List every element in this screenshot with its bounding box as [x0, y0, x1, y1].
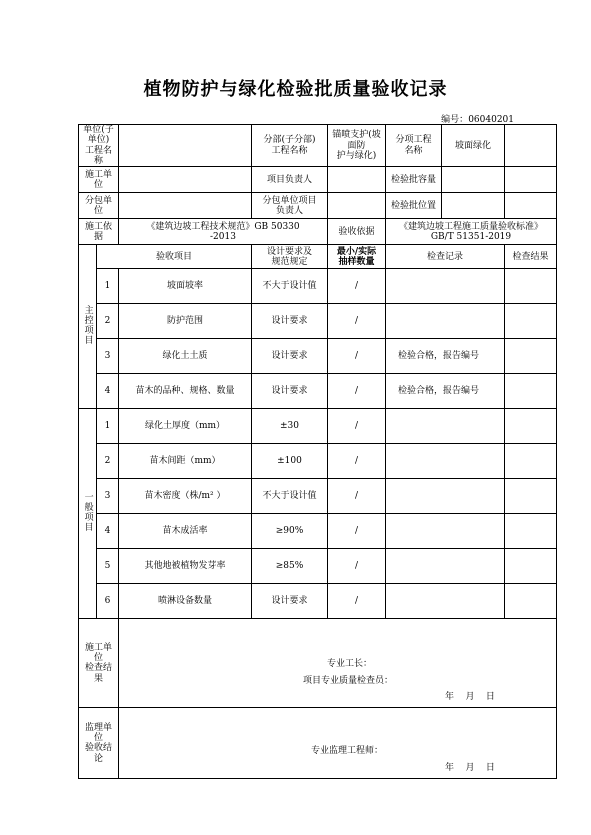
item-sampling[interactable]: / [328, 584, 386, 619]
contractor-check-label: 施工单位 检查结果 [79, 619, 119, 708]
foreman-label: 专业工长： [327, 659, 373, 670]
item-sampling[interactable]: / [328, 304, 386, 339]
item-sampling[interactable]: / [328, 549, 386, 584]
table-row [79, 269, 557, 304]
table-row [79, 514, 557, 549]
item-record[interactable] [386, 479, 505, 514]
acceptance-basis-value: 《建筑边坡工程施工质量验收标准》 GB/T 51351-2019 [386, 219, 557, 245]
general-group-label-cell [79, 409, 97, 619]
item-requirement: 不大于设计值 [252, 269, 328, 304]
item-result[interactable] [505, 269, 557, 304]
item-name: 绿化土土质 [119, 339, 252, 374]
item-sampling[interactable]: / [328, 514, 386, 549]
project-lead-label: 项目负责人 [252, 167, 328, 193]
general-group-label: 一般项目 [82, 492, 93, 533]
row-number: 4 [97, 374, 119, 409]
item-result[interactable] [505, 479, 557, 514]
supervisor-date: 年 月 日 [445, 763, 495, 774]
batch-capacity-ext [505, 167, 557, 193]
row-number: 6 [97, 584, 119, 619]
row-number: 3 [97, 339, 119, 374]
batch-capacity-cell [386, 167, 505, 193]
item-record[interactable] [386, 514, 505, 549]
item-requirement: ±100 [252, 444, 328, 479]
table-row [79, 479, 557, 514]
item-result[interactable] [505, 339, 557, 374]
item-sampling[interactable]: / [328, 479, 386, 514]
subitem-label: 分项工程 名称 [386, 125, 442, 166]
col-requirement-header: 设计要求及 规范规定 [252, 245, 328, 269]
batch-location-label: 检验批位置 [386, 193, 442, 218]
row-number: 5 [97, 549, 119, 584]
table-row [79, 549, 557, 584]
table-row [79, 444, 557, 479]
form-code-label: 编号： [441, 115, 469, 125]
inspection-record-table [78, 124, 557, 779]
batch-capacity-field[interactable] [442, 167, 504, 192]
item-result[interactable] [505, 514, 557, 549]
sub-lead-field[interactable] [328, 193, 386, 219]
item-result[interactable] [505, 444, 557, 479]
batch-location-field[interactable] [442, 193, 504, 218]
item-name: 苗木密度（株/m² ） [119, 479, 252, 514]
item-result[interactable] [505, 374, 557, 409]
item-name: 绿化土厚度（mm） [119, 409, 252, 444]
batch-location-ext [505, 193, 557, 219]
item-requirement: 设计要求 [252, 339, 328, 374]
item-sampling[interactable]: / [328, 339, 386, 374]
item-result[interactable] [505, 304, 557, 339]
main-group-label-cell [79, 245, 97, 409]
table-row [79, 339, 557, 374]
page-title: 植物防护与绿化检验批质量验收记录 [143, 79, 448, 100]
table-row [79, 409, 557, 444]
item-record[interactable] [386, 549, 505, 584]
row-number: 2 [97, 304, 119, 339]
subitem-value-ext [505, 125, 557, 167]
item-record[interactable] [386, 304, 505, 339]
item-sampling[interactable]: / [328, 374, 386, 409]
contractor-value-field[interactable] [119, 167, 252, 193]
contractor-label: 施工单位 [79, 167, 119, 193]
item-name: 苗木间距（mm） [119, 444, 252, 479]
batch-capacity-label: 检验批容量 [386, 167, 442, 192]
division-label: 分部(子分部) 工程名称 [252, 125, 328, 167]
table-row [79, 584, 557, 619]
item-record[interactable]: 检验合格，报告编号 [386, 374, 505, 409]
project-lead-field[interactable] [328, 167, 386, 193]
item-result[interactable] [505, 549, 557, 584]
item-name: 防护范围 [119, 304, 252, 339]
row-number: 3 [97, 479, 119, 514]
table-row [79, 374, 557, 409]
col-result-header: 检查结果 [505, 245, 557, 269]
row-number: 2 [97, 444, 119, 479]
item-result[interactable] [505, 584, 557, 619]
item-name: 其他地被植物发芽率 [119, 549, 252, 584]
unit-value-field[interactable] [119, 125, 252, 167]
subcontractor-value-field[interactable] [119, 193, 252, 219]
main-group-label: 主控项目 [82, 305, 93, 346]
unit-label: 单位(子单位) 工程名称 [79, 125, 119, 167]
item-requirement: 设计要求 [252, 584, 328, 619]
row-number: 4 [97, 514, 119, 549]
acceptance-basis-label: 验收依据 [328, 219, 386, 245]
supervising-engineer-label: 专业监理工程师： [311, 746, 384, 757]
item-name: 苗木的品种、规格、数量 [119, 374, 252, 409]
subcontractor-label: 分包单位 [79, 193, 119, 219]
item-requirement: 设计要求 [252, 304, 328, 339]
form-code-value: 06040201 [468, 115, 514, 125]
batch-location-cell [386, 193, 505, 219]
item-name: 喷淋设备数量 [119, 584, 252, 619]
item-requirement: ≥90% [252, 514, 328, 549]
item-sampling[interactable]: / [328, 409, 386, 444]
row-number: 1 [97, 409, 119, 444]
table-row [79, 304, 557, 339]
subitem-label-cell [386, 125, 505, 167]
item-requirement: 不大于设计值 [252, 479, 328, 514]
contractor-date: 年 月 日 [445, 692, 495, 703]
item-record[interactable] [386, 584, 505, 619]
item-sampling[interactable]: / [328, 444, 386, 479]
subitem-value: 坡面绿化 [454, 140, 491, 151]
item-sampling[interactable]: / [328, 269, 386, 304]
item-result[interactable] [505, 409, 557, 444]
col-item-header: 验收项目 [97, 245, 252, 269]
item-record[interactable] [386, 444, 505, 479]
item-record[interactable] [386, 409, 505, 444]
item-requirement: 设计要求 [252, 374, 328, 409]
item-record[interactable] [386, 269, 505, 304]
contractor-check-area[interactable] [119, 619, 557, 708]
col-sampling-header: 最小/实际 抽样数量 [328, 245, 386, 269]
basis-value: 《建筑边坡工程技术规范》GB 50330 -2013 [119, 219, 328, 245]
item-record[interactable]: 检验合格，报告编号 [386, 339, 505, 374]
division-value: 锚喷支护(坡面防 护与绿化) [328, 125, 386, 167]
supervisor-check-label: 监理单位 验收结论 [79, 708, 119, 779]
item-requirement: ±30 [252, 409, 328, 444]
supervisor-check-area[interactable] [119, 708, 557, 779]
sub-lead-label: 分包单位项目 负责人 [252, 193, 328, 219]
item-name: 坡面坡率 [119, 269, 252, 304]
item-requirement: ≥85% [252, 549, 328, 584]
basis-label: 施工依据 [79, 219, 119, 245]
inspector-label: 项目专业质量检查员： [303, 676, 394, 687]
row-number: 1 [97, 269, 119, 304]
col-record-header: 检查记录 [386, 245, 505, 269]
item-name: 苗木成活率 [119, 514, 252, 549]
